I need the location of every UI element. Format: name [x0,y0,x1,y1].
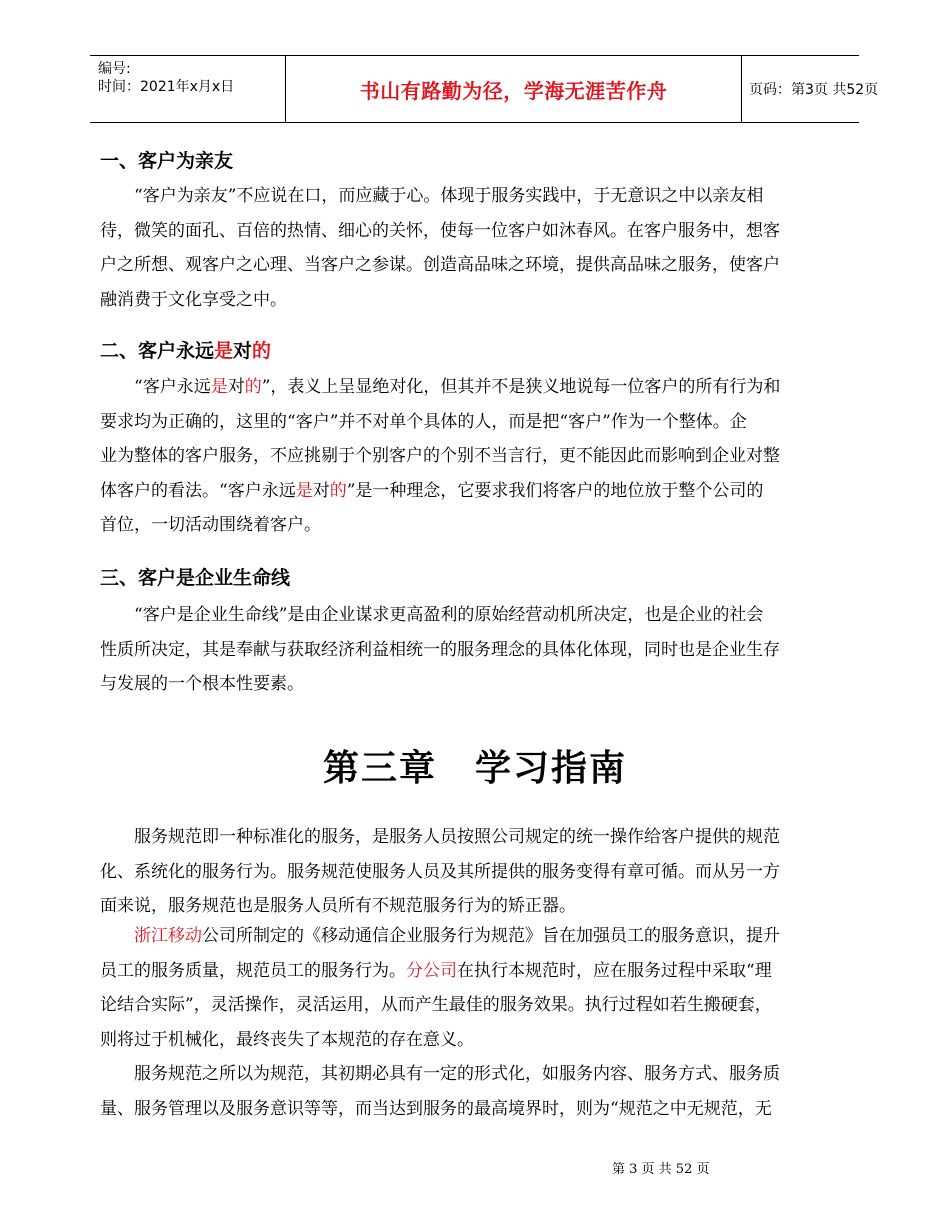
section2-line: 业为整体的客户服务，不应挑剔于个别客户的个别不当言行，更不能因此而影响到企业对整 [100,446,780,466]
chapter-line: 化、系统化的服务行为。服务规范使服务人员及其所提供的服务变得有章可循。而从另一方 [100,861,780,882]
chapter-line: 则将过于机械化，最终丧失了本规范的存在意义。 [100,1029,474,1050]
section3-line: “客户是企业生命线”是由企业谋求更高盈利的原始经营动机所决定，也是企业的社会 [134,605,764,625]
document-id-label: 编号: [98,61,131,77]
chapter-paragraph-3 [100,1057,852,1126]
header-motto: 书山有路勤为径，学海无涯苦作舟 [359,78,668,103]
document-time: 时间：2021年x月x日 [98,79,235,95]
chapter-title: 第三章 学习指南 [322,748,627,789]
section1-line: 户之所想、观客户之心理、当客户之参谋。创造高品味之环境，提供高品味之服务，使客户 [100,255,780,275]
section2-heading [100,336,271,363]
page-footer: 第 3 页 共 52 页 [612,1162,710,1177]
chapter-line: 量、服务管理以及服务意识等等，而当达到服务的最高境界时，则为“规范之中无规范，无 [100,1098,772,1119]
chapter-line: 服务规范之所以为规范，其初期必具有一定的形式化，如服务内容、服务方式、服务质 [134,1064,780,1084]
section1-paragraph [100,179,852,317]
section1-line: 待，微笑的面孔、百倍的热情、细心的关怀，使每一位客户如沐春风。在客户服务中，想客 [100,220,780,241]
chapter-line: 论结合实际”，灵活操作，灵活运用，从而产生最佳的服务效果。执行过程如若生搬硬套， [100,995,772,1015]
section2-line: 要求均为正确的，这里的“客户”并不对单个具体的人，而是把“客户”作为一个整体。企 [100,411,747,432]
document-header [90,55,879,123]
chapter-line: 浙江移动公司所制定的《移动通信企业服务行为规范》旨在加强员工的服务意识，提升 [134,926,780,946]
section3-line: 与发展的一个根本性要素。 [100,674,304,694]
chapter-paragraph-1 [100,820,852,924]
section1-heading: 一、客户为亲友 [100,150,234,172]
header-page-info: 页码：第3页 共52页 [749,82,879,98]
section3-paragraph [100,598,852,702]
chapter-paragraph-2 [100,919,852,1057]
chapter-line: 面来说，服务规范也是服务人员所有不规范服务行为的矫正器。 [100,896,576,916]
section1-line: “客户为亲友”不应说在口，而应藏于心。体现于服务实践中，于无意识之中以亲友相 [134,186,764,206]
section3-heading: 三、客户是企业生命线 [100,567,291,589]
section3-line: 性质所决定，其是奉献与获取经济利益相统一的服务理念的具体化体现，同时也是企业生存 [100,639,780,660]
section2-line: “客户永远是对的”，表义上呈显绝对化，但其并不是狭义地说每一位客户的所有行为和 [134,377,781,397]
section2-heading-part: 对 [233,340,253,362]
section2-line: 体客户的看法。“客户永远是对的”是一种理念，它要求我们将客户的地位放于整个公司的 [100,480,764,501]
header-meta [90,56,285,122]
section2-line: 首位，一切活动围绕着客户。 [100,515,321,535]
section2-heading-highlight: 的 [252,340,272,362]
section2-heading-part: 二、客户永远 [100,340,215,362]
chapter-line: 员工的服务质量，规范员工的服务行为。分公司在执行本规范时，应在服务过程中采取“理 [100,960,772,981]
header-motto-cell [285,56,742,122]
section2-paragraph [100,370,852,543]
chapter-line: 服务规范即一种标准化的服务，是服务人员按照公司规定的统一操作给客户提供的规范 [134,827,780,847]
section2-heading-highlight: 是 [214,340,234,362]
section1-line: 融消费于文化享受之中。 [100,289,287,310]
